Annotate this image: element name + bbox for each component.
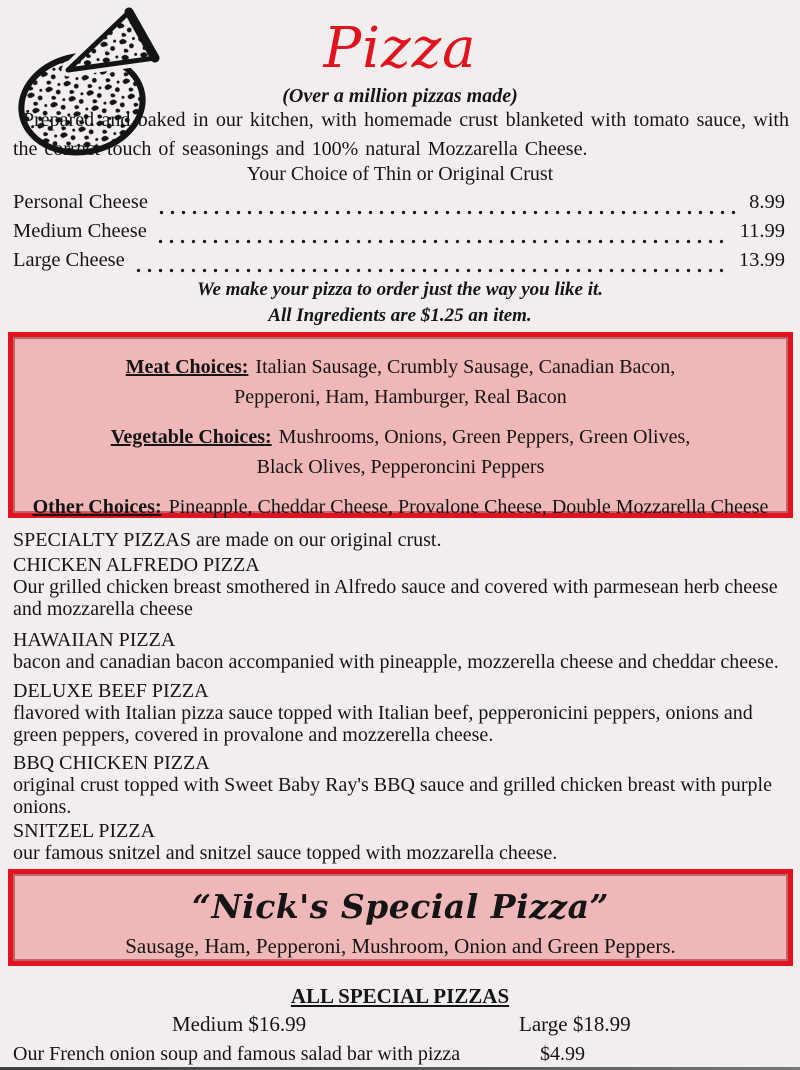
topping-choices-box <box>8 332 793 518</box>
specialty-item-name: BBQ CHICKEN PIZZA <box>13 752 210 774</box>
order-note-line: We make your pizza to order just the way you like it. <box>196 279 604 300</box>
dot-leader <box>133 267 729 274</box>
meat-choices-items: Pepperoni, Ham, Hamburger, Real Bacon <box>234 386 567 408</box>
specialty-item-name: SNITZEL PIZZA <box>13 820 156 842</box>
large-price: Large $18.99 <box>519 1012 631 1036</box>
menu-item-price: 11.99 <box>739 220 785 242</box>
meat-choices-label: Meat Choices: <box>125 356 249 378</box>
tagline: (Over a million pizzas made) <box>282 85 518 107</box>
other-choices-group <box>13 492 788 522</box>
specialty-item-name: DELUXE BEEF PIZZA <box>13 680 209 702</box>
menu-item-price: 8.99 <box>749 191 785 213</box>
specialty-item <box>13 819 791 865</box>
menu-item-name: Large Cheese <box>13 249 125 271</box>
other-choices-items: Pineapple, Cheddar Cheese, Provalone Cheese, Double Mozzarella Cheese <box>168 496 769 518</box>
vegetable-choices-items: Black Olives, Pepperoncini Peppers <box>256 456 545 478</box>
dot-leader <box>155 238 730 245</box>
specialty-item-name: CHICKEN ALFREDO PIZZA <box>13 554 260 576</box>
specialty-item-name: HAWAIIAN PIZZA <box>13 629 176 651</box>
menu-item-row <box>13 191 785 220</box>
vegetable-choices-group <box>13 422 788 482</box>
specialty-intro: SPECIALTY PIZZAS are made on our original crust. <box>13 529 442 551</box>
meat-choices-group <box>13 352 788 412</box>
nicks-special-title: “Nick's Special Pizza” <box>192 887 609 926</box>
intro-paragraph: Prepared and baked in our kitchen, with homemade crust blanketed with tomato sauce, with the correct touch of seasonings and 100% natural Mozzarella Cheese. <box>13 109 789 160</box>
menu-item-name: Personal Cheese <box>13 191 148 213</box>
vegetable-choices-items: Mushrooms, Onions, Green Peppers, Green Olives, <box>278 426 691 448</box>
specialty-item <box>13 628 791 674</box>
menu-item-name: Medium Cheese <box>13 220 147 242</box>
specialty-item <box>13 553 791 620</box>
meat-choices-items: Italian Sausage, Crumbly Sausage, Canadian Bacon, <box>255 356 676 378</box>
nicks-special-ingredients: Sausage, Ham, Pepperoni, Mushroom, Onion and Green Peppers. <box>125 934 676 958</box>
all-special-heading: ALL SPECIAL PIZZAS <box>290 984 510 1008</box>
specialty-item-description: flavored with Italian pizza sauce topped with Italian beef, pepperonicini peppers, onions and green peppers, covered in provalone and mozzerella cheese. <box>13 702 753 746</box>
specialty-item <box>13 679 791 746</box>
other-choices-label: Other Choices: <box>32 496 162 518</box>
medium-price: Medium $16.99 <box>172 1012 307 1036</box>
specialty-item <box>13 751 791 818</box>
menu-item-row <box>13 220 785 249</box>
specialty-item-description: our famous snitzel and snitzel sauce topped with mozzarella cheese. <box>13 842 558 864</box>
crust-choice-line: Your Choice of Thin or Original Crust <box>246 163 554 185</box>
dot-leader <box>156 209 739 216</box>
specialty-item-description: Our grilled chicken breast smothered in Alfredo sauce and covered with parmesean herb cheese and mozzarella cheese <box>13 576 778 620</box>
menu-item-price: 13.99 <box>738 249 785 271</box>
vegetable-choices-label: Vegetable Choices: <box>110 426 272 448</box>
order-notes <box>0 277 800 329</box>
cheese-price-list <box>13 191 785 278</box>
order-note-line: All Ingredients are $1.25 an item. <box>268 305 532 326</box>
soup-salad-row <box>0 1043 800 1070</box>
menu-item-row <box>13 249 785 278</box>
specialty-item-description: bacon and canadian bacon accompanied with pineapple, mozzerella cheese and cheddar cheese. <box>13 651 779 673</box>
specialty-item-description: original crust topped with Sweet Baby Ray's BBQ sauce and grilled chicken breast with purple onions. <box>13 774 772 818</box>
special-size-prices <box>0 1012 800 1040</box>
nicks-special-box <box>8 869 793 966</box>
page-title: Pizza <box>323 16 477 81</box>
soup-salad-text: Our French onion soup and famous salad bar with pizza <box>13 1043 461 1065</box>
soup-salad-price: $4.99 <box>540 1043 585 1065</box>
